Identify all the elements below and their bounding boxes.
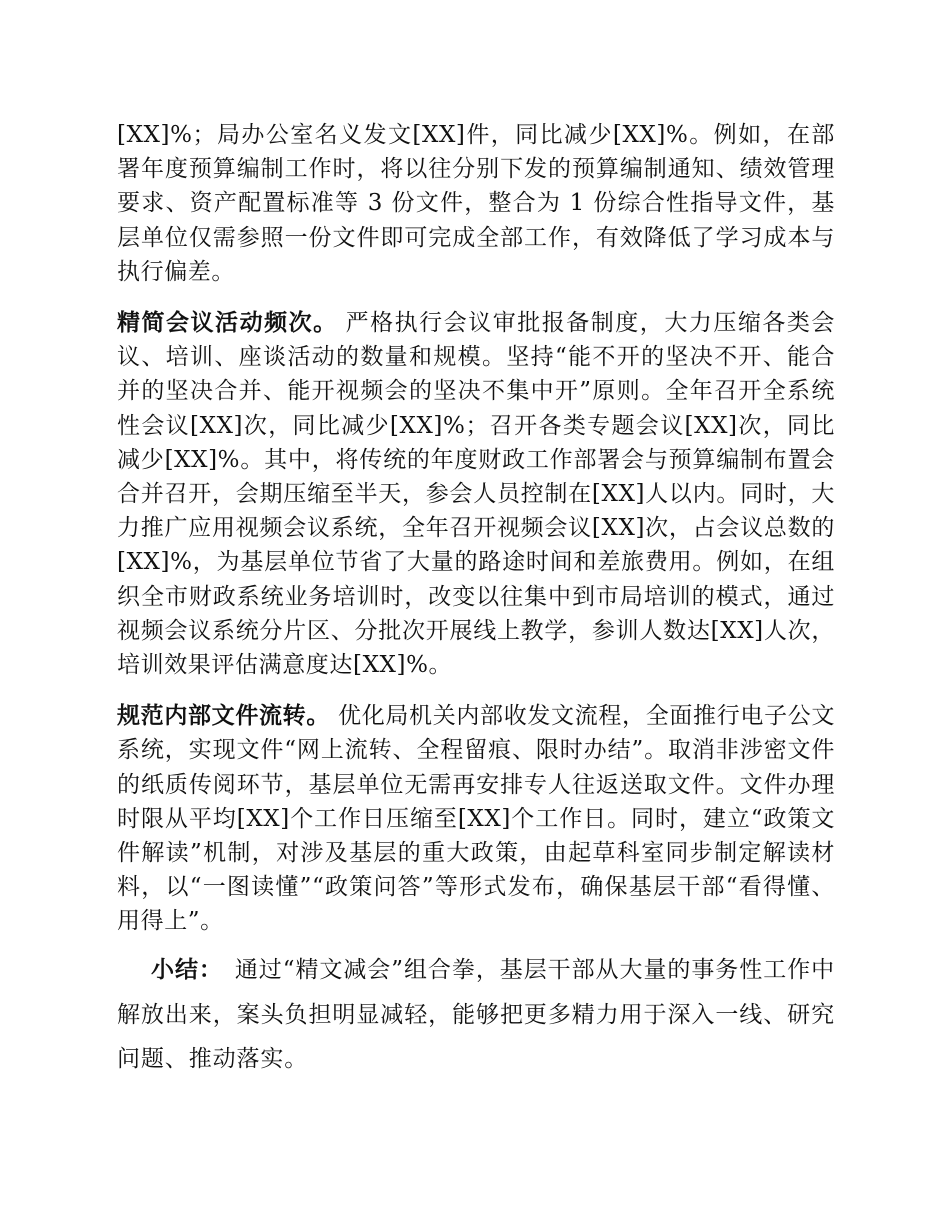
summary-label: 小结： <box>151 957 223 983</box>
paragraph-document-flow <box>117 699 835 938</box>
paragraph-text: [XX]%；局办公室名义发文[XX]件，同比减少[XX]%。例如，在部署年度预算编制工作时，将以往分别下发的预算编制通知、绩效管理要求、资产配置标准等 3 份文件，整合为 1 份综合性指导文件，基层单位仅需参照一份文件即可完成全部工作，有效降低了学习成本与执行偏差。 <box>117 122 835 285</box>
section-heading-document-flow: 规范内部文件流转。 <box>117 703 331 730</box>
summary-text: 通过“精文减会”组合拳，基层干部从大量的事务性工作中解放出来，案头负担明显减轻，能够把更多精力用于深入一线、研究问题、推动落实。 <box>117 957 836 1072</box>
paragraph-document-count <box>117 118 835 289</box>
paragraph-text: 优化局机关内部收发文流程，全面推行电子公文系统，实现文件“网上流转、全程留痕、限时办结”。取消非涉密文件的纸质传阅环节，基层单位无需再安排专人往返送取文件。文件办理时限从平均[XX]个工作日压缩至[XX]个工作日。同时，建立“政策文件解读”机制，对涉及基层的重大政策，由起草科室同步制定解读材料，以“一图读懂”“政策问答”等形式发布，确保基层干部“看得懂、用得上”。 <box>117 703 835 935</box>
document-body <box>117 118 835 939</box>
section-heading-meetings: 精简会议活动频次。 <box>117 310 338 337</box>
summary-paragraph <box>117 948 835 1082</box>
paragraph-text: 严格执行会议审批报备制度，大力压缩各类会议、培训、座谈活动的数量和规模。坚持“能不开的坚决不开、能合并的坚决合并、能开视频会的坚决不集中开”原则。全年召开全系统性会议[XX]次，同比减少[XX]%；召开各类专题会议[XX]次，同比减少[XX]%。其中，将传统的年度财政工作部署会与预算编制布置会合并召开，会期压缩至半天，参会人员控制在[XX]人以内。同时，大力推广应用视频会议系统，全年召开视频会议[XX]次，占会议总数的[XX]%，为基层单位节省了大量的路途时间和差旅费用。例如，在组织全市财政系统业务培训时，改变以往集中到市局培训的模式，通过视频会议系统分片区、分批次开展线上教学，参训人数达[XX]人次，培训效果评估满意度达[XX]%。 <box>117 310 836 679</box>
paragraph-meeting-reduction <box>117 306 835 682</box>
